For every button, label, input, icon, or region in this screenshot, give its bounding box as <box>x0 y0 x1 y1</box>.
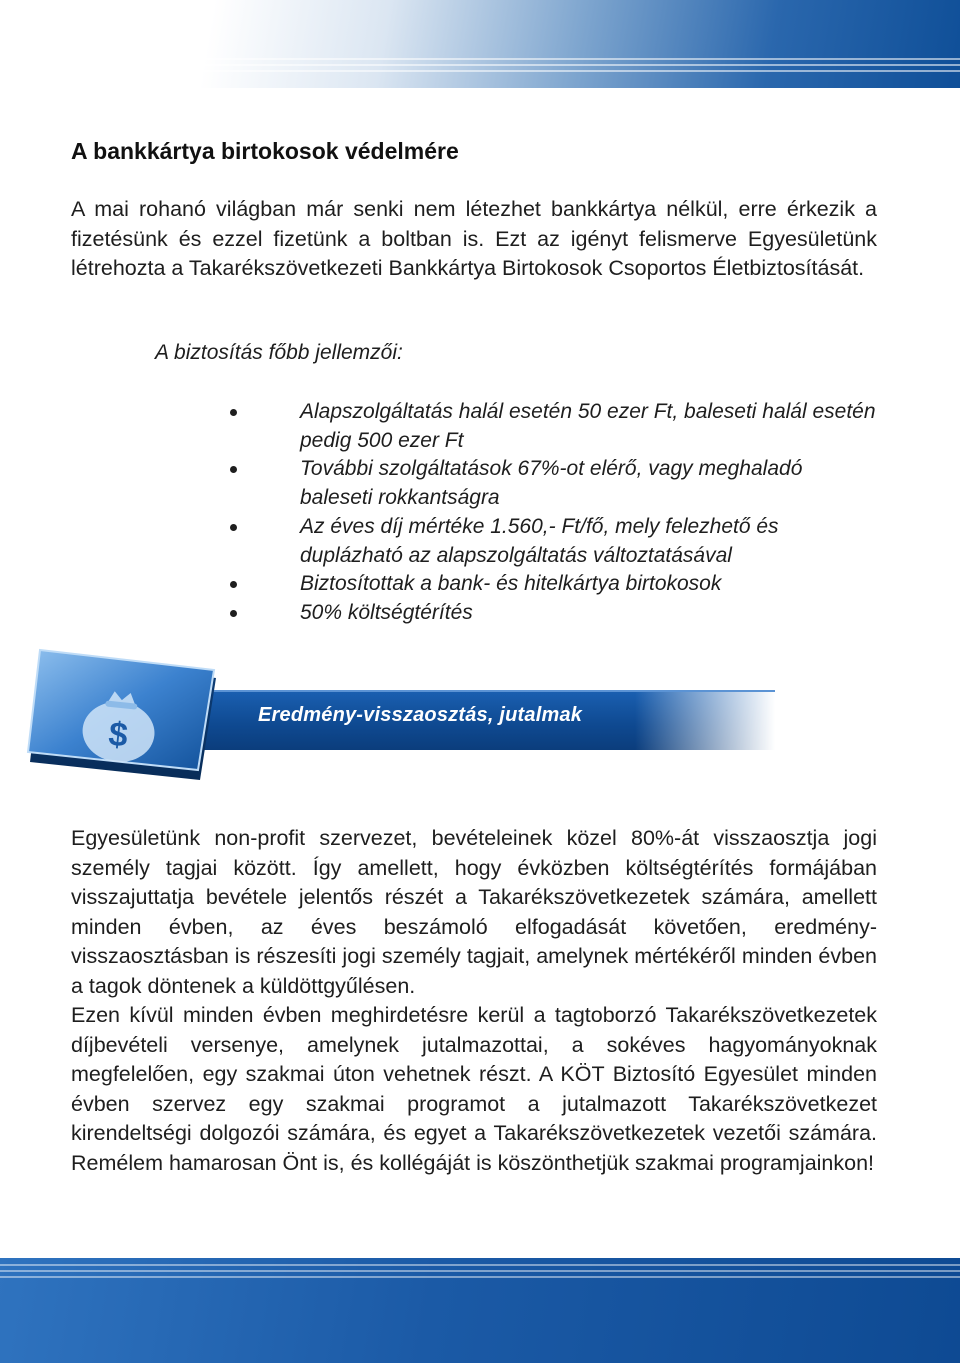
list-item <box>300 570 880 599</box>
footer-stripe <box>0 1276 960 1278</box>
header-stripe <box>0 64 960 66</box>
body-paragraph: Ezen kívül minden évben meghirdetésre kerül a tagtoborzó Takarékszövetkezetek díjbevételi versenye, amelynek jutalmazottai, a sokéves hagyományoknak megfelelően, egy szakmai úton vehetnek részt. A KÖT Biztosító Egyesület minden évben szervez egy szakmai programot a jutalmazott Takarékszövetkezet kirendeltségi dolgozói számára, és egyet a Takarékszövetkezetek vezetői számára. Remélem hamarosan Önt is, és kollégáját is köszönthetjük szakmai programjainkon! <box>71 1003 877 1175</box>
bullet-icon <box>230 524 237 531</box>
header-decoration <box>0 0 960 88</box>
list-item <box>300 455 880 512</box>
page-title: A bankkártya birtokosok védelmére <box>71 138 459 164</box>
bullet-icon <box>230 466 237 473</box>
footer-stripe <box>0 1270 960 1272</box>
banner-fade <box>635 692 775 750</box>
features-heading: A biztosítás főbb jellemzői: <box>155 341 403 364</box>
bullet-icon <box>230 409 237 416</box>
header-stripe <box>0 58 960 60</box>
feature-text: További szolgáltatások 67%-ot elérő, vagy meghaladó baleseti rokkantságra <box>300 457 803 510</box>
header-stripe <box>0 70 960 72</box>
feature-text: Alapszolgáltatás halál esetén 50 ezer Ft, baleseti halál esetén pedig 500 ezer Ft <box>300 400 876 452</box>
feature-text: Biztosítottak a bank- és hitelkártya birtokosok <box>300 572 722 596</box>
feature-text: 50% költségtérítés <box>300 600 473 624</box>
intro-paragraph: A mai rohanó világban már senki nem létezhet bankkártya nélkül, erre érkezik a fizetésünk és ezzel fizetünk a boltban is. Ezt az igényt felismerve Egyesületünk létrehozta a Takarékszövetkezeti Bankkártya Birtokosok Csoportos Életbiztosítását. <box>71 197 877 280</box>
list-item <box>300 599 880 628</box>
list-item <box>300 398 880 455</box>
bullet-icon <box>230 581 237 588</box>
banner-title: Eredmény-visszaosztás, jutalmak <box>258 704 583 726</box>
money-bag-icon <box>20 640 240 790</box>
body-text <box>71 824 877 1178</box>
svg-text:$: $ <box>106 715 130 755</box>
features-list <box>300 398 880 628</box>
bullet-icon <box>230 610 237 617</box>
footer-stripe <box>0 1264 960 1266</box>
list-item <box>300 513 880 570</box>
feature-text: Az éves díj mértéke 1.560,- Ft/fő, mely felezhető és duplázható az alapszolgáltatás változtatásával <box>300 514 779 567</box>
footer-decoration <box>0 1258 960 1363</box>
body-paragraph: Egyesületünk non-profit szervezet, bevételeinek közel 80%-át visszaosztja jogi személy tagjai között. Így amellett, hogy évközben költségtérítés formájában visszajuttatja bevétele jelentős részét a Takarékszövetkezetek számára, amellett minden évben, az éves beszámoló elfogadását követően, eredmény-visszaosztásban is részesíti jogi személy tagjait, amelynek mértékéről minden évben a tagok döntenek a küldöttgyűlésen. <box>71 826 877 998</box>
